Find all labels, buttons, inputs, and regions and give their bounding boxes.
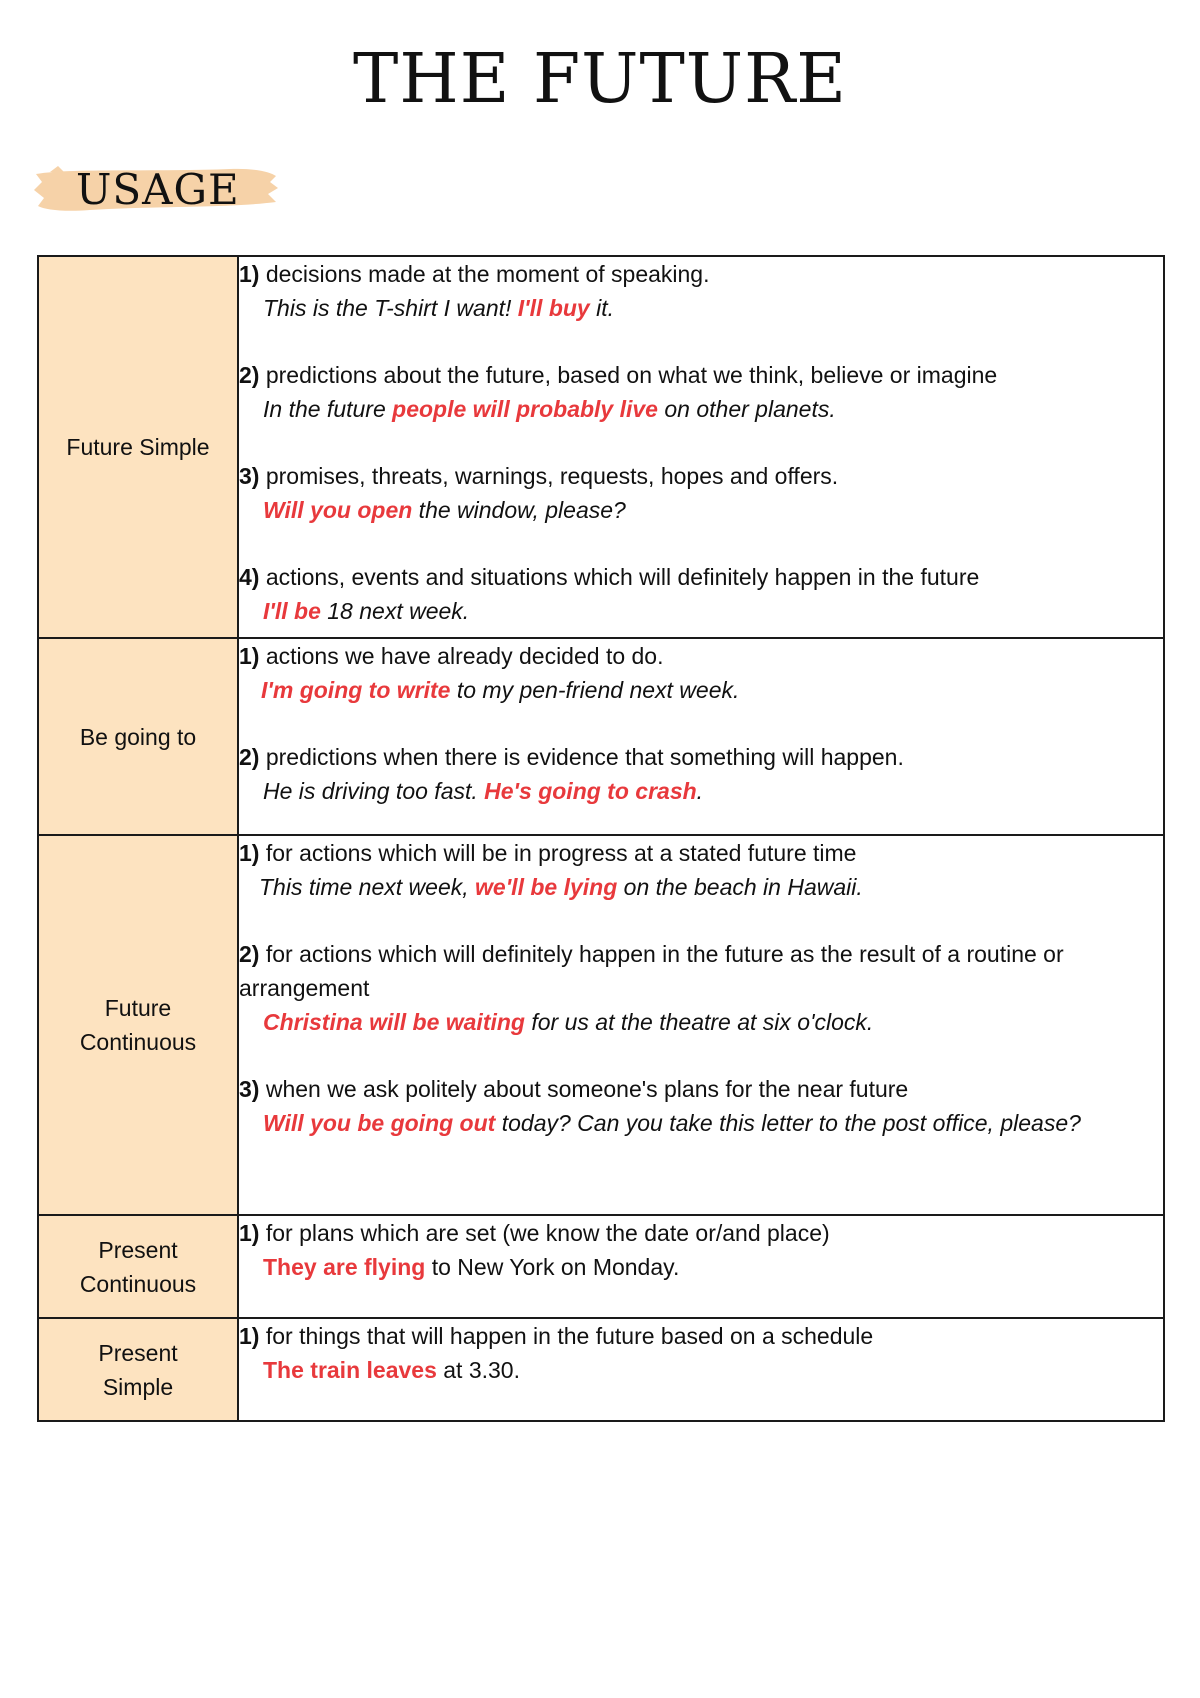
rule-description (239, 740, 1163, 774)
example-highlight: The train leaves (263, 1357, 437, 1383)
example-sentence (239, 1106, 1163, 1140)
rule-description (239, 639, 1163, 673)
tense-label (38, 638, 238, 835)
example-highlight: we'll be lying (475, 874, 618, 900)
rule-description (239, 1216, 1163, 1250)
tense-label-line: Continuous (79, 1029, 197, 1055)
example-highlight: Christina will be waiting (263, 1009, 525, 1035)
rule-description (239, 459, 1163, 493)
example-text: for us at the theatre at six o'clock. (524, 1009, 874, 1035)
usage-rules-cell (238, 638, 1164, 835)
rule-description (239, 937, 1163, 1005)
example-sentence (239, 1250, 1163, 1284)
rule-number: 2) (239, 362, 260, 388)
table-row (38, 638, 1164, 835)
rule-text: for actions which will definitely happen in the future as the result of a routine or arrangement (239, 941, 1064, 1001)
usage-rule (239, 459, 1163, 527)
example-text: on the beach in Hawaii. (617, 874, 863, 900)
tense-label-line: Future Simple (66, 434, 210, 460)
tense-label (38, 1318, 238, 1421)
rule-number: 1) (239, 1323, 260, 1349)
tense-label-line: Continuous (79, 1270, 197, 1297)
example-text: at 3.30. (436, 1357, 520, 1383)
usage-rule (239, 937, 1163, 1039)
example-highlight: I'll be (263, 598, 321, 624)
table-row (38, 835, 1164, 1215)
rule-description (239, 358, 1163, 392)
rule-number: 3) (239, 1076, 260, 1102)
rule-description (239, 560, 1163, 594)
example-text: today? Can you take this letter to the post office, please? (495, 1110, 1081, 1136)
usage-rule (239, 639, 1163, 707)
tense-label (38, 1215, 238, 1318)
example-text: 18 next week. (320, 598, 470, 624)
usage-rule (239, 1072, 1163, 1140)
example-highlight: I'll buy (517, 295, 590, 321)
example-highlight: Will you be going out (263, 1110, 496, 1136)
example-text: In the future (263, 396, 393, 422)
usage-rule (239, 740, 1163, 808)
usage-heading-text: USAGE (76, 165, 240, 214)
rule-text: when we ask politely about someone's plans for the near future (265, 1076, 909, 1102)
usage-table (37, 255, 1165, 1422)
rule-text: for things that will happen in the future based on a schedule (265, 1323, 874, 1349)
rule-number: 1) (239, 1220, 260, 1246)
table-row (38, 1318, 1164, 1421)
rule-number: 1) (239, 840, 260, 866)
example-text: it. (589, 295, 614, 321)
example-text: on other planets. (657, 396, 836, 422)
example-highlight: They are flying (263, 1254, 426, 1280)
tense-label-line: Simple (102, 1373, 174, 1400)
rule-description (239, 1072, 1163, 1106)
usage-rules-cell (238, 835, 1164, 1215)
example-highlight: He's going to crash (484, 778, 697, 804)
page-title: THE FUTURE (353, 40, 847, 119)
tense-label (38, 256, 238, 638)
table-row (38, 1215, 1164, 1318)
usage-heading (30, 160, 280, 220)
rule-number: 3) (239, 463, 260, 489)
rule-number: 1) (239, 643, 260, 669)
example-text: to my pen-friend next week. (450, 677, 740, 703)
rule-number: 2) (239, 941, 260, 967)
usage-rules-cell (238, 256, 1164, 638)
example-sentence (239, 291, 1163, 325)
rule-text: for plans which are set (we know the date or/and place) (265, 1220, 830, 1246)
example-text: This time next week, (259, 874, 476, 900)
usage-rule (239, 1216, 1163, 1284)
example-sentence (239, 774, 1163, 808)
rule-description (239, 257, 1163, 291)
rule-description (239, 836, 1163, 870)
rule-text: promises, threats, warnings, requests, hopes and offers. (265, 463, 839, 489)
usage-rules-cell (238, 1318, 1164, 1421)
tense-label-line: Present (98, 1339, 178, 1366)
example-sentence (239, 1005, 1163, 1039)
example-highlight: I'm going to write (261, 677, 451, 703)
example-sentence (239, 673, 1163, 707)
rule-number: 4) (239, 564, 260, 590)
example-text: He is driving too fast. (263, 778, 485, 804)
table-row (38, 256, 1164, 638)
rule-text: predictions about the future, based on what we think, believe or imagine (265, 362, 998, 388)
usage-rules-cell (238, 1215, 1164, 1318)
example-sentence (239, 493, 1163, 527)
example-highlight: Will you open (263, 497, 413, 523)
rule-number: 2) (239, 744, 260, 770)
example-text: the window, please? (412, 497, 626, 523)
rule-text: decisions made at the moment of speaking. (265, 261, 710, 287)
rule-number: 1) (239, 261, 260, 287)
usage-rule (239, 1319, 1163, 1387)
rule-description (239, 1319, 1163, 1353)
usage-rule (239, 358, 1163, 426)
usage-rule (239, 257, 1163, 325)
tense-label-line: Be going to (79, 723, 197, 750)
usage-rule (239, 836, 1163, 904)
example-sentence (239, 870, 1163, 904)
example-sentence (239, 392, 1163, 426)
tense-label-line: Future (104, 995, 172, 1021)
rule-text: actions we have already decided to do. (265, 643, 664, 669)
usage-rule (239, 560, 1163, 628)
example-sentence (239, 1353, 1163, 1387)
example-text: to New York on Monday. (425, 1254, 680, 1280)
example-highlight: people will probably live (392, 396, 658, 422)
rule-text: actions, events and situations which will definitely happen in the future (265, 564, 980, 590)
example-text: This is the T-shirt I want! (263, 295, 518, 321)
example-sentence (239, 594, 1163, 628)
tense-label-line: Present (98, 1236, 178, 1263)
example-text: . (696, 778, 704, 804)
rule-text: for actions which will be in progress at a stated future time (265, 840, 857, 866)
rule-text: predictions when there is evidence that something will happen. (265, 744, 904, 770)
tense-label (38, 835, 238, 1215)
